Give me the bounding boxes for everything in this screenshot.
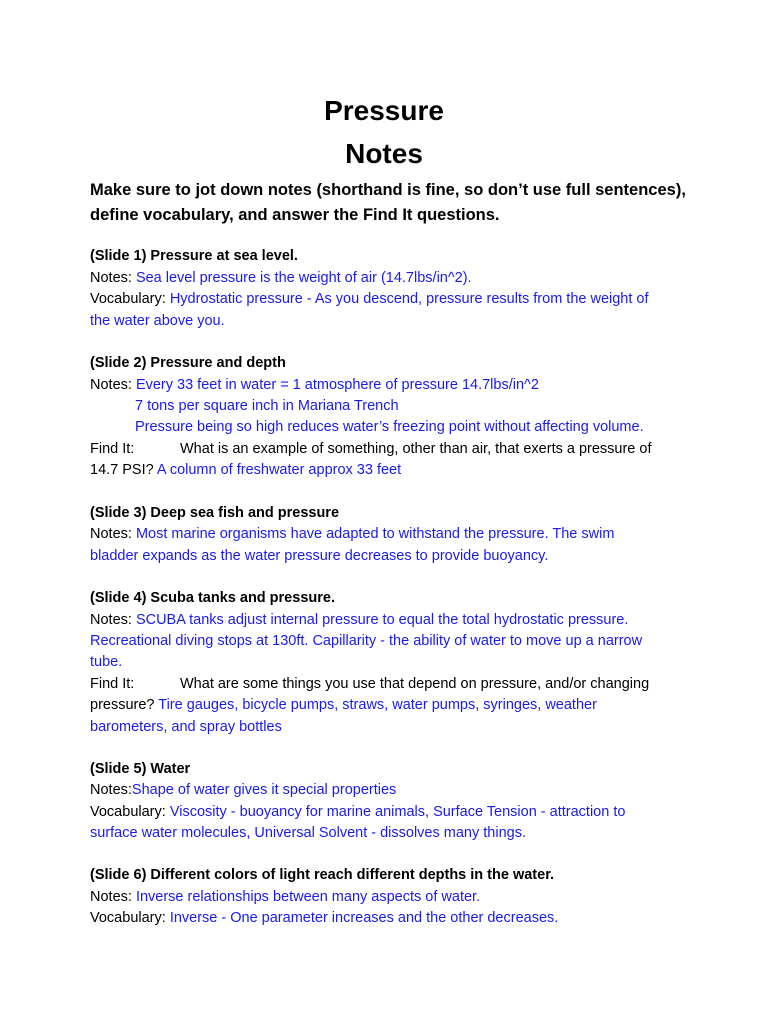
find-it-label: Find It: [90,676,135,692]
slide-5-vocab [90,802,690,823]
slide-2-find-it [90,439,690,460]
notes-label: Notes: [90,889,136,905]
slide-4-notes-line-2: Recreational diving stops at 130ft. Capillarity - the ability of water to move up a narrow [90,633,643,649]
find-it-question-cont: 14.7 PSI? [90,462,157,478]
slide-4-notes-answer: SCUBA tanks adjust internal pressure to equal the total hydrostatic pressure. [135,612,629,628]
vocab-label: Vocabulary: [90,291,170,307]
slide-1-notes [90,268,690,289]
slide-4-find-it [90,674,690,695]
vocab-label: Vocabulary: [90,804,170,820]
slide-1-vocab-cont: the water above you. [90,313,225,329]
slide-5-heading: (Slide 5) Water [90,761,191,777]
slide-3-notes-answer: Most marine organisms have adapted to withstand the pressure. The swim [135,526,615,542]
find-it-question-cont: pressure? [90,697,159,713]
slide-4-find-it-cont [90,695,690,716]
title-line-2: Notes [345,138,423,169]
slide-3-notes-cont: bladder expands as the water pressure decreases to provide buoyancy. [90,548,549,564]
notes-label: Notes: [90,526,136,542]
title-line-1: Pressure [324,95,444,126]
slide-2-notes [90,375,690,396]
slide-2-notes-line-3: Pressure being so high reduces water’s freezing point without affecting volume. [135,419,644,435]
slide-4-find-it-answer-cont: barometers, and spray bottles [90,719,282,735]
notes-label: Notes: [90,377,136,393]
slide-3-notes [90,524,690,545]
slide-2-notes-answer: Every 33 feet in water = 1 atmosphere of pressure 14.7lbs/in^2 [135,377,539,393]
slide-6-notes-answer: Inverse relationships between many aspects of water. [135,889,481,905]
slide-2-heading: (Slide 2) Pressure and depth [90,355,286,371]
slide-5-vocab-cont: surface water molecules, Universal Solvent - dissolves many things. [90,825,526,841]
slide-5-vocab-answer: Viscosity - buoyancy for marine animals, Surface Tension - attraction to [169,804,626,820]
instructions: Make sure to jot down notes (shorthand is fine, so don’t use full sentences), define vocabulary, and answer the Find It questions. [90,181,686,224]
slide-6-vocab [90,908,690,929]
notes-label: Notes: [90,270,136,286]
find-it-label: Find It: [90,441,135,457]
slide-2-find-it-cont [90,460,690,481]
notes-label: Notes: [90,782,132,798]
slide-4-notes [90,610,690,631]
slide-4-find-it-answer: Tire gauges, bicycle pumps, straws, water pumps, syringes, weather [158,697,597,713]
slide-3-heading: (Slide 3) Deep sea fish and pressure [90,505,340,521]
slide-2-find-it-answer: A column of freshwater approx 33 feet [156,462,402,478]
slide-5-notes [90,780,690,801]
slide-5-notes-answer: Shape of water gives it special properties [131,782,397,798]
slide-2-notes-line-2: 7 tons per square inch in Mariana Trench [135,398,399,414]
slide-4-notes-line-3: tube. [90,654,123,670]
vocab-label: Vocabulary: [90,910,170,926]
slide-6-vocab-answer: Inverse - One parameter increases and the other decreases. [169,910,559,926]
slide-1-notes-answer: Sea level pressure is the weight of air (14.7lbs/in^2). [135,270,472,286]
slide-4-heading: (Slide 4) Scuba tanks and pressure. [90,590,335,606]
notes-label: Notes: [90,612,136,628]
find-it-question: What is an example of something, other than air, that exerts a pressure of [180,441,652,457]
slide-1-vocab-answer: Hydrostatic pressure - As you descend, pressure results from the weight of [169,291,649,307]
slide-6-notes [90,887,690,908]
slide-6-heading: (Slide 6) Different colors of light reach different depths in the water. [90,867,555,883]
find-it-question: What are some things you use that depend on pressure, and/or changing [180,676,650,692]
slide-1-vocab [90,289,690,310]
slide-1-heading: (Slide 1) Pressure at sea level. [90,248,298,264]
